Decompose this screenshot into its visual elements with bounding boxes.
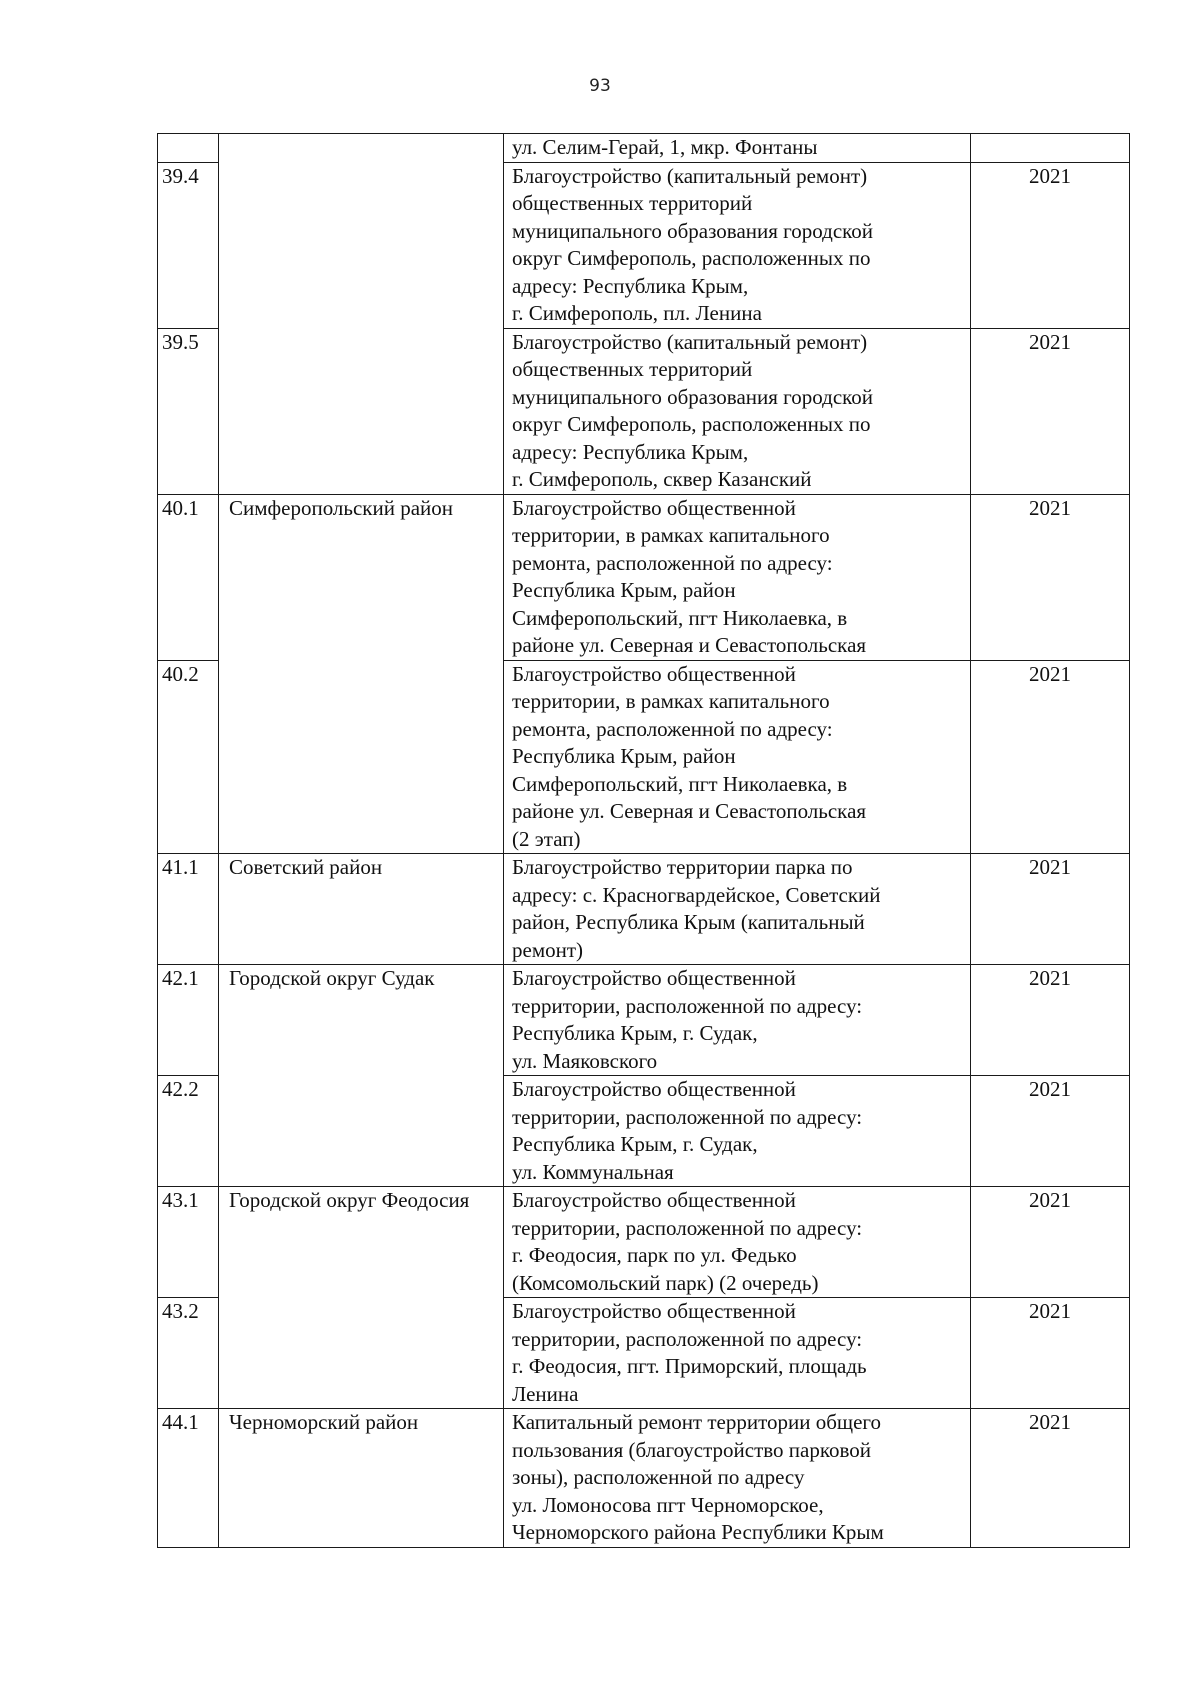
description-line: Капитальный ремонт территории общего [512,1410,881,1434]
description-cell [504,134,971,163]
description-line: ул. Ломоносова пгт Черноморское, [512,1492,824,1517]
table-row [158,965,1130,1076]
projects-table-body [158,134,1130,1548]
row-number-cell: 39.4 [158,162,219,328]
description-line: Благоустройство общественной [512,1077,796,1101]
description-line: общественных территорий [512,191,753,215]
description-line: муниципального образования городской [512,384,874,409]
description-line: ул. Коммунальная [512,1159,674,1184]
year-cell: 2021 [971,660,1130,854]
year-cell: 2021 [971,162,1130,328]
description-line: Благоустройство территории парка по [512,855,853,879]
description-line: (2 этап) [512,826,581,851]
district-cell: Симферопольский район [219,494,504,854]
description-line: Благоустройство общественной [512,661,796,686]
description-line: Симферопольский, пгт Николаевка, в [512,605,848,630]
projects-table [157,133,1130,1548]
year-cell [971,134,1130,163]
description-line: адресу: Республика Крым, [512,439,749,464]
description-line: округ Симферополь, расположенных по [512,412,871,436]
year-cell: 2021 [971,1187,1130,1298]
description-line: адресу: Республика Крым, [512,273,749,298]
description-line: Черноморского района Республики Крым [512,1520,884,1544]
description-cell [504,1076,971,1187]
district-cell [219,134,504,495]
description-line: (Комсомольский парк) (2 очередь) [512,1270,819,1295]
row-number-cell: 44.1 [158,1409,219,1548]
row-number-cell: 42.2 [158,1076,219,1187]
description-line: Благоустройство (капитальный ремонт) [512,329,868,354]
description-line: территории, расположенной по адресу: [512,1215,863,1240]
description-line: округ Симферополь, расположенных по [512,246,871,270]
description-line: г. Феодосия, парк по ул. Федько [512,1243,797,1267]
description-line: зоны), расположенной по адресу [512,1465,805,1489]
description-line: г. Феодосия, пгт. Приморский, площадь [512,1354,867,1378]
description-line: территории, расположенной по адресу: [512,1326,863,1351]
page-number: 93 [589,76,611,96]
description-line: районе ул. Северная и Севастопольская [512,633,867,657]
description-cell [504,854,971,965]
description-line: Ленина [512,1381,579,1406]
table-row [158,494,1130,660]
table-row [158,854,1130,965]
description-cell [504,1187,971,1298]
description-line: г. Симферополь, пл. Ленина [512,301,762,325]
district-cell: Городской округ Судак [219,965,504,1187]
description-line: Благоустройство общественной [512,1299,796,1323]
year-cell: 2021 [971,1076,1130,1187]
description-line: адресу: с. Красногвардейское, Советский [512,882,881,907]
description-line: ремонта, расположенной по адресу: [512,550,833,575]
table-row [158,134,1130,163]
description-line: Благоустройство общественной [512,495,796,520]
description-line: общественных территорий [512,357,753,381]
description-line: Благоустройство общественной [512,966,796,990]
district-cell: Городской округ Феодосия [219,1187,504,1409]
description-line: Республика Крым, г. Судак, [512,1021,758,1045]
description-line: ул. Селим-Герай, 1, мкр. Фонтаны [512,135,818,159]
row-number-cell: 40.2 [158,660,219,854]
description-line: Благоустройство (капитальный ремонт) [512,163,868,188]
table-row [158,1409,1130,1548]
description-cell [504,162,971,328]
description-line: Симферопольский, пгт Николаевка, в [512,771,848,796]
year-cell: 2021 [971,965,1130,1076]
row-number-cell [158,134,219,163]
description-line: г. Симферополь, сквер Казанский [512,467,812,491]
description-cell [504,494,971,660]
description-line: муниципального образования городской [512,218,874,243]
year-cell: 2021 [971,328,1130,494]
description-line: ремонт) [512,937,584,962]
year-cell: 2021 [971,854,1130,965]
description-line: территории, в рамках капитального [512,523,830,547]
year-cell: 2021 [971,1298,1130,1409]
description-line: районе ул. Северная и Севастопольская [512,799,867,823]
row-number-cell: 41.1 [158,854,219,965]
year-cell: 2021 [971,1409,1130,1548]
row-number-cell: 42.1 [158,965,219,1076]
description-line: ул. Маяковского [512,1048,658,1073]
description-cell [504,1298,971,1409]
description-line: Благоустройство общественной [512,1188,796,1212]
description-cell [504,1409,971,1548]
row-number-cell: 40.1 [158,494,219,660]
description-line: Республика Крым, г. Судак, [512,1132,758,1156]
description-line: территории, расположенной по адресу: [512,993,863,1018]
description-line: Республика Крым, район [512,744,736,768]
description-line: территории, в рамках капитального [512,689,830,713]
row-number-cell: 39.5 [158,328,219,494]
row-number-cell: 43.2 [158,1298,219,1409]
description-line: ремонта, расположенной по адресу: [512,716,833,741]
table-row [158,1187,1130,1298]
description-cell [504,965,971,1076]
description-line: территории, расположенной по адресу: [512,1104,863,1129]
year-cell: 2021 [971,494,1130,660]
description-cell [504,328,971,494]
description-line: Республика Крым, район [512,578,736,602]
row-number-cell: 43.1 [158,1187,219,1298]
district-cell: Советский район [219,854,504,965]
district-cell: Черноморский район [219,1409,504,1548]
description-line: район, Республика Крым (капитальный [512,910,865,934]
description-line: пользования (благоустройство парковой [512,1437,871,1462]
description-cell [504,660,971,854]
